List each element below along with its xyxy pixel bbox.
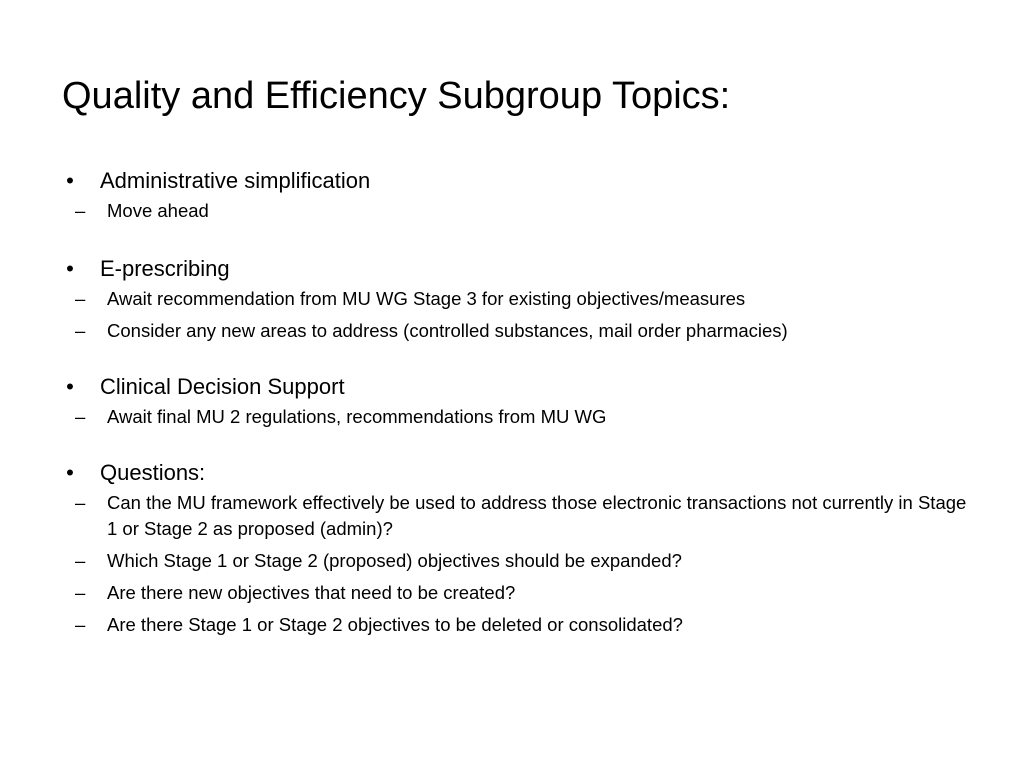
bullet-group-clinical-decision-support (62, 372, 972, 430)
bullet-group-e-prescribing (62, 254, 972, 344)
bullet-icon: • (66, 374, 74, 399)
sub-item-text: Await final MU 2 regulations, recommendations from MU WG (107, 406, 607, 427)
sub-item (62, 490, 972, 542)
sub-item-text: Can the MU framework effectively be used to address those electronic transactions not currently in Stage 1 or Stage 2 as proposed (admin)? (107, 492, 967, 539)
bullet-item (62, 254, 972, 284)
sub-list (62, 490, 972, 638)
sub-item-text: Are there Stage 1 or Stage 2 objectives to be deleted or consolidated? (107, 614, 683, 635)
bullet-label: Questions: (100, 460, 206, 485)
bullet-icon: • (66, 460, 74, 485)
bullet-item (62, 372, 972, 402)
sub-list (62, 198, 972, 224)
dash-icon: – (75, 320, 86, 341)
slide-content (62, 166, 972, 658)
bullet-label: E-prescribing (100, 256, 230, 281)
bullet-icon: • (66, 256, 74, 281)
sub-item (62, 580, 972, 606)
sub-item (62, 548, 972, 574)
bullet-icon: • (66, 168, 74, 193)
bullet-label: Administrative simplification (100, 168, 371, 193)
dash-icon: – (75, 614, 86, 635)
sub-list (62, 404, 972, 430)
bullet-item (62, 458, 972, 488)
sub-item-text: Which Stage 1 or Stage 2 (proposed) objectives should be expanded? (107, 550, 682, 571)
bullet-group-questions (62, 458, 972, 638)
dash-icon: – (75, 200, 86, 221)
sub-item-text: Are there new objectives that need to be created? (107, 582, 516, 603)
bullet-item (62, 166, 972, 196)
dash-icon: – (75, 550, 86, 571)
sub-item (62, 612, 972, 638)
dash-icon: – (75, 406, 86, 427)
sub-item (62, 286, 972, 312)
sub-item (62, 198, 972, 224)
bullet-label: Clinical Decision Support (100, 374, 345, 399)
sub-list (62, 286, 972, 344)
sub-item-text: Move ahead (107, 200, 209, 221)
sub-item (62, 404, 972, 430)
bullet-group-administrative-simplification (62, 166, 972, 224)
dash-icon: – (75, 492, 86, 513)
dash-icon: – (75, 288, 86, 309)
sub-item-text: Consider any new areas to address (controlled substances, mail order pharmacies) (107, 320, 788, 341)
sub-item (62, 318, 972, 344)
slide-title: Quality and Efficiency Subgroup Topics: (62, 75, 731, 117)
dash-icon: – (75, 582, 86, 603)
sub-item-text: Await recommendation from MU WG Stage 3 for existing objectives/measures (107, 288, 746, 309)
